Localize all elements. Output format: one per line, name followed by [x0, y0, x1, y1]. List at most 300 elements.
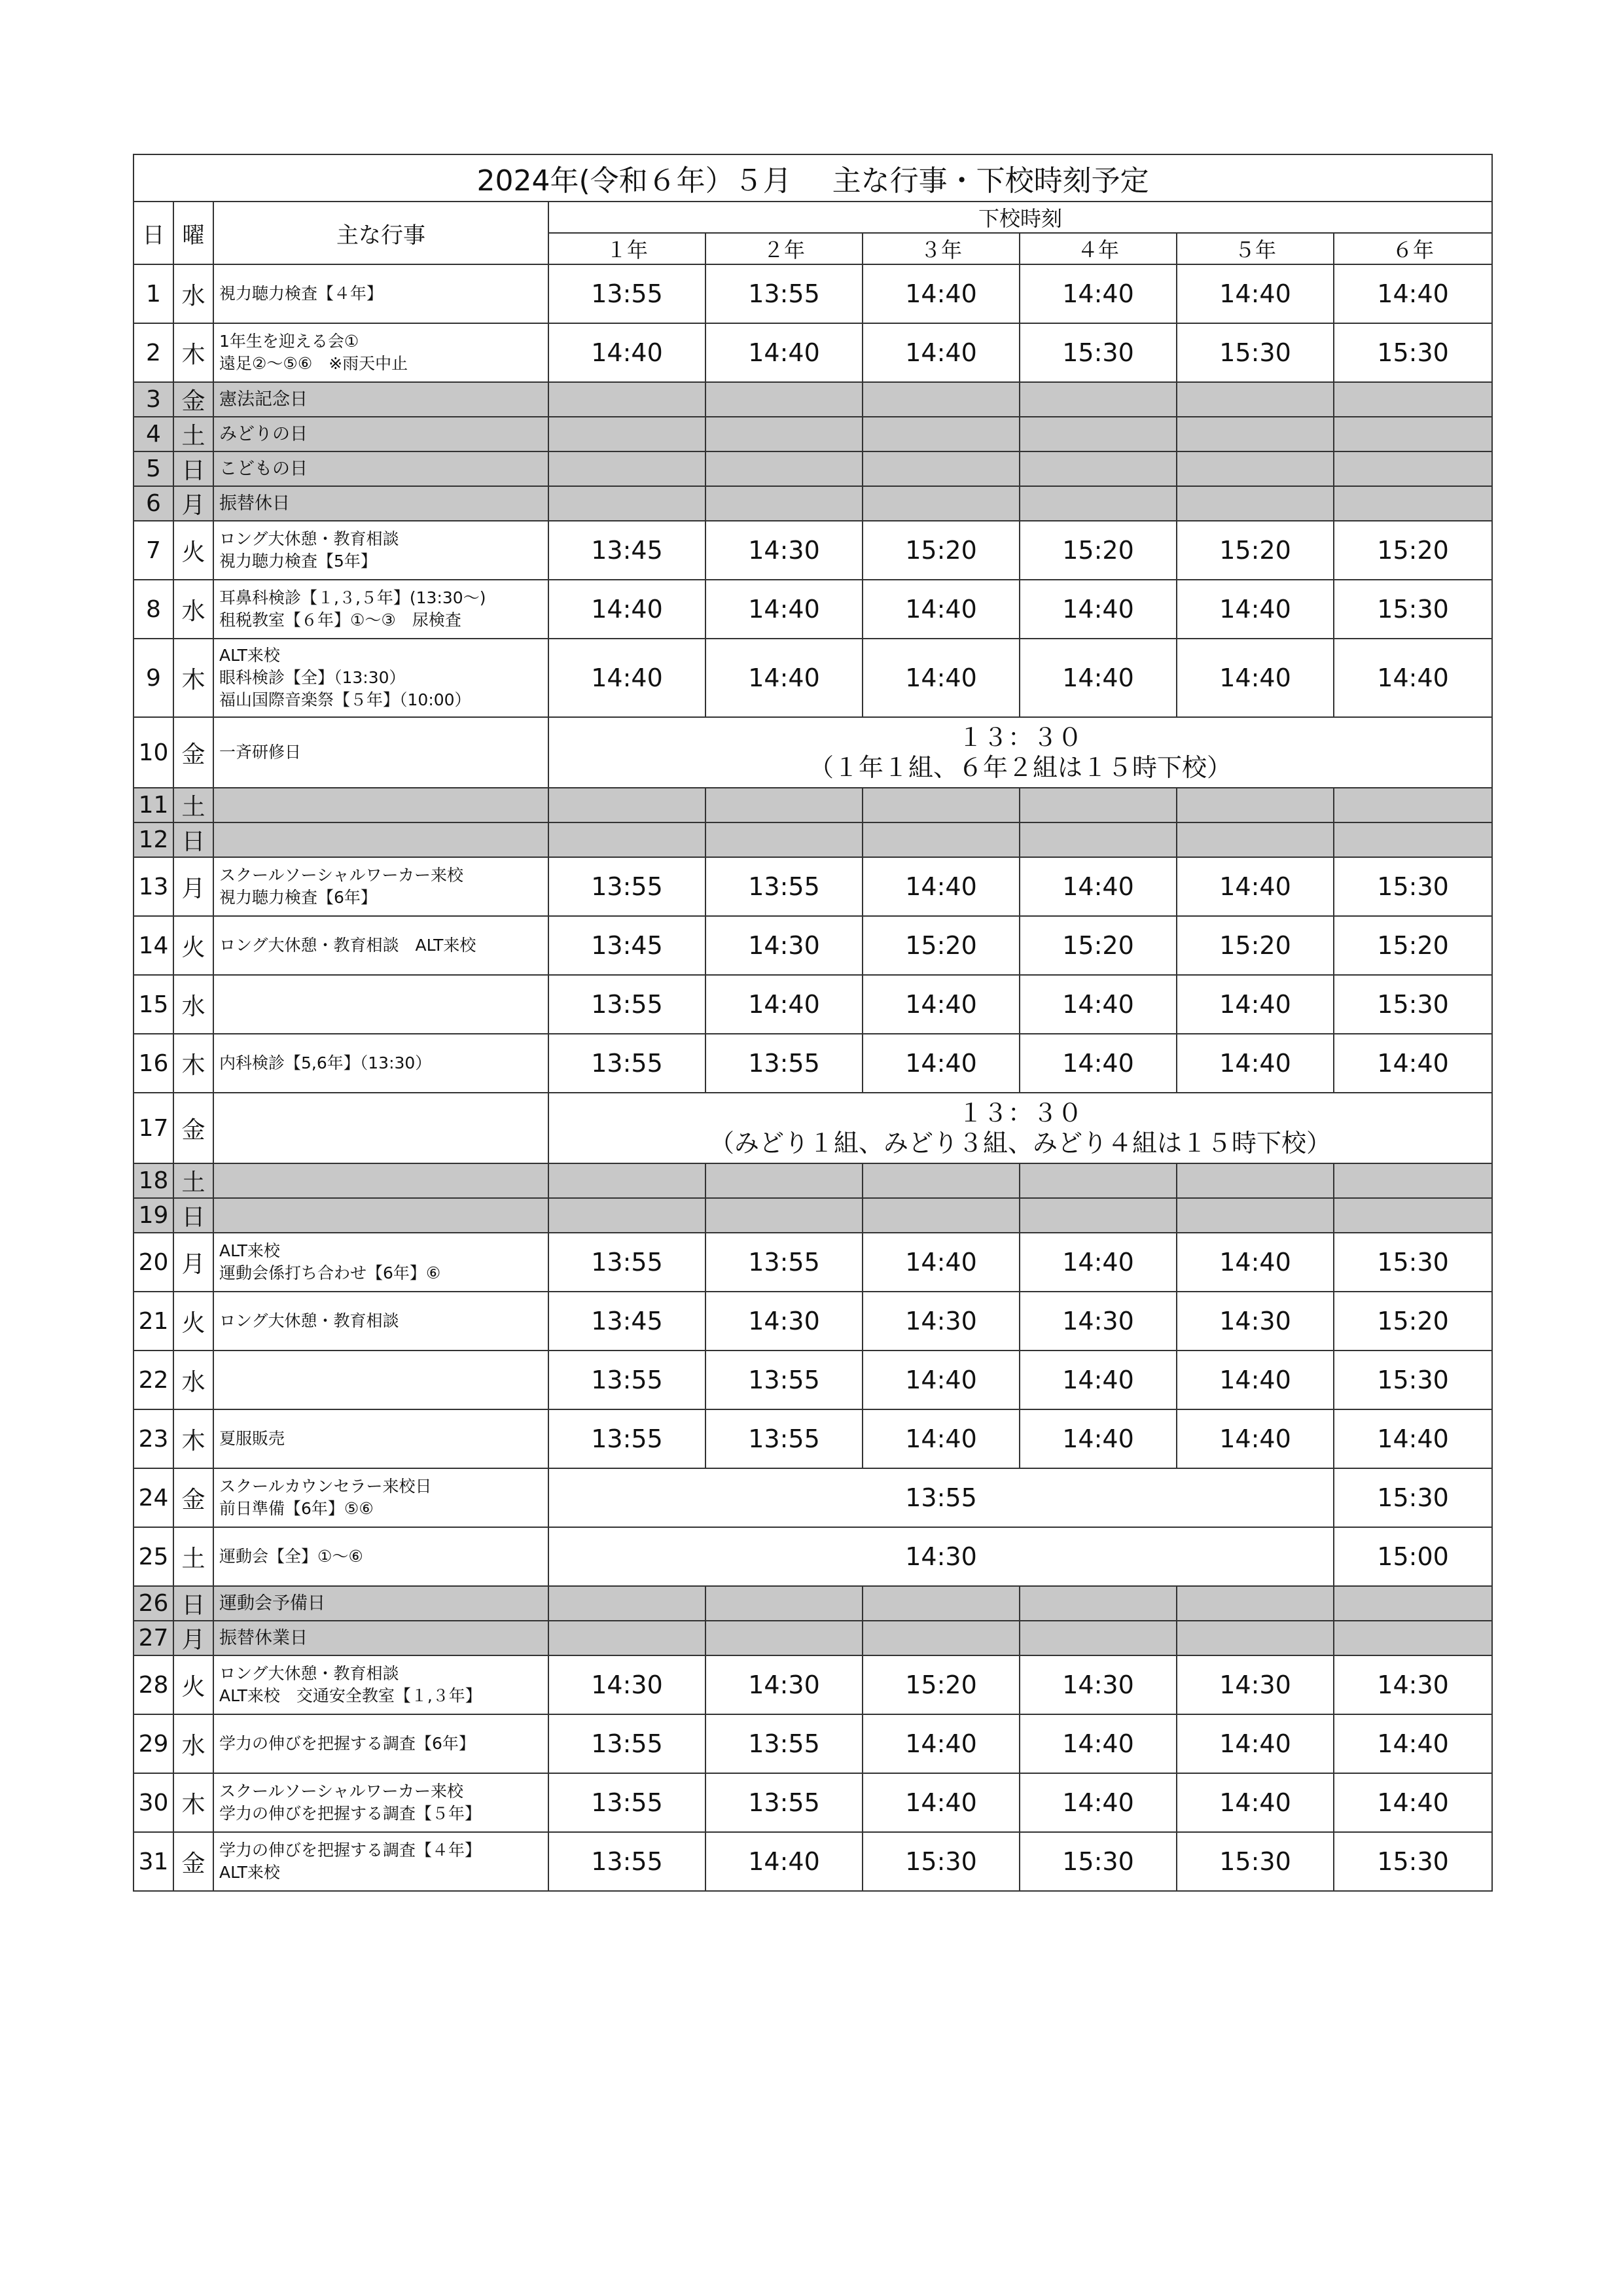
event-line: ロング大休憩・教育相談 [219, 529, 399, 548]
empty-time-cell [1177, 1198, 1334, 1233]
empty-time-cell [548, 1621, 705, 1655]
holiday-row [134, 486, 1492, 521]
time-cell: 14:30 [705, 916, 863, 975]
time-cell: 13:55 [548, 975, 705, 1034]
day-row [134, 1832, 1492, 1891]
event-line: 遠足②～⑤⑥ ※雨天中止 [219, 354, 408, 373]
day-row [134, 323, 1492, 382]
time-cell: 15:20 [1334, 521, 1492, 580]
time-cell: 14:40 [1020, 639, 1177, 717]
empty-time-cell [548, 486, 705, 521]
time-cell: 14:40 [863, 264, 1020, 323]
time-cell: 14:40 [1177, 639, 1334, 717]
event-cell [213, 639, 548, 717]
time-cell: 14:40 [1334, 1409, 1492, 1468]
empty-time-cell [548, 451, 705, 486]
empty-time-cell [1020, 382, 1177, 417]
weekday: 水 [173, 264, 213, 323]
empty-time-cell [1334, 417, 1492, 451]
day-number: 31 [134, 1832, 173, 1891]
day-number: 22 [134, 1351, 173, 1409]
event-cell [213, 417, 548, 451]
day-row [134, 580, 1492, 639]
time-cell: 14:30 [863, 1292, 1020, 1351]
holiday-row [134, 1621, 1492, 1655]
empty-time-cell [705, 451, 863, 486]
empty-time-cell [1334, 486, 1492, 521]
time-cell: 14:40 [1020, 1034, 1177, 1093]
page-title [134, 154, 1492, 202]
time-cell: 15:20 [863, 521, 1020, 580]
grade-6-time: 15:00 [1334, 1527, 1492, 1586]
day-number: 29 [134, 1714, 173, 1773]
time-cell: 14:40 [548, 580, 705, 639]
day-number: 17 [134, 1093, 173, 1163]
schedule-table [133, 154, 1493, 1892]
day-number: 27 [134, 1621, 173, 1655]
holiday-row [134, 1163, 1492, 1198]
holiday-row [134, 382, 1492, 417]
empty-time-cell [1177, 1163, 1334, 1198]
time-cell: 14:30 [1177, 1655, 1334, 1714]
event-line: 1年生を迎える会① [219, 332, 359, 351]
empty-time-cell [863, 1198, 1020, 1233]
holiday-row [134, 822, 1492, 857]
time-cell: 13:55 [705, 1233, 863, 1292]
day-number: 4 [134, 417, 173, 451]
header-grade: ２年 [705, 233, 863, 264]
day-number: 6 [134, 486, 173, 521]
day-number: 28 [134, 1655, 173, 1714]
header-grade: ６年 [1334, 233, 1492, 264]
empty-time-cell [1177, 1621, 1334, 1655]
time-cell: 14:40 [863, 1714, 1020, 1773]
empty-time-cell [548, 788, 705, 822]
header-grade: ５年 [1177, 233, 1334, 264]
weekday: 金 [173, 1468, 213, 1527]
day-number: 10 [134, 717, 173, 788]
event-cell [213, 788, 548, 822]
empty-time-cell [1020, 1163, 1177, 1198]
weekday: 月 [173, 486, 213, 521]
empty-time-cell [1177, 417, 1334, 451]
event-cell [213, 1292, 548, 1351]
time-cell: 15:30 [1334, 580, 1492, 639]
empty-time-cell [705, 788, 863, 822]
day-row [134, 1034, 1492, 1093]
day-number: 20 [134, 1233, 173, 1292]
time-cell: 14:40 [1177, 1233, 1334, 1292]
day-number: 18 [134, 1163, 173, 1198]
empty-time-cell [1020, 1621, 1177, 1655]
day-row [134, 717, 1492, 788]
time-cell: 14:40 [863, 1351, 1020, 1409]
empty-time-cell [1334, 382, 1492, 417]
time-cell: 13:55 [548, 1832, 705, 1891]
event-line: ロング大休憩・教育相談 ALT来校 [219, 936, 476, 955]
day-number: 30 [134, 1773, 173, 1832]
weekday: 月 [173, 857, 213, 916]
empty-time-cell [863, 486, 1020, 521]
time-cell: 15:20 [1020, 521, 1177, 580]
time-cell: 14:40 [1334, 264, 1492, 323]
empty-time-cell [1177, 486, 1334, 521]
empty-time-cell [863, 1163, 1020, 1198]
event-line: みどりの日 [219, 423, 308, 444]
event-cell [213, 451, 548, 486]
time-cell: 13:55 [705, 857, 863, 916]
event-line: 振替休日 [219, 493, 290, 514]
empty-time-cell [705, 486, 863, 521]
day-row [134, 1351, 1492, 1409]
day-row [134, 1468, 1492, 1527]
time-cell: 14:40 [1020, 1351, 1177, 1409]
event-line: 運動会係打ち合わせ【6年】⑥ [219, 1263, 441, 1282]
weekday: 土 [173, 417, 213, 451]
empty-time-cell [1334, 1198, 1492, 1233]
event-line: ALT来校 [219, 1863, 280, 1882]
empty-time-cell [1177, 451, 1334, 486]
holiday-row [134, 788, 1492, 822]
event-cell [213, 1586, 548, 1621]
event-line: 内科検診【5,6年】（13:30） [219, 1053, 432, 1072]
time-cell: 14:30 [1020, 1292, 1177, 1351]
event-cell [213, 1621, 548, 1655]
day-number: 12 [134, 822, 173, 857]
weekday: 月 [173, 1233, 213, 1292]
time-cell: 15:20 [863, 1655, 1020, 1714]
event-cell [213, 1832, 548, 1891]
time-cell: 13:55 [548, 1034, 705, 1093]
empty-time-cell [1334, 451, 1492, 486]
holiday-row [134, 1586, 1492, 1621]
day-row [134, 857, 1492, 916]
event-cell [213, 1351, 548, 1409]
header-events: 主な行事 [213, 202, 548, 264]
time-cell: 14:40 [1177, 857, 1334, 916]
event-line: こどもの日 [219, 458, 308, 479]
day-number: 11 [134, 788, 173, 822]
event-line: 夏服販売 [219, 1429, 285, 1448]
weekday: 金 [173, 717, 213, 788]
time-cell: 14:40 [1020, 1409, 1177, 1468]
time-cell: 13:55 [705, 264, 863, 323]
time-cell: 14:40 [1334, 1714, 1492, 1773]
weekday: 土 [173, 1163, 213, 1198]
merged-line: （１年１組、６年２組は１５時下校） [809, 753, 1232, 782]
header-grade: ３年 [863, 233, 1020, 264]
event-line: ロング大休憩・教育相談 [219, 1311, 399, 1330]
event-cell [213, 1527, 548, 1586]
empty-time-cell [863, 1621, 1020, 1655]
time-cell: 13:55 [548, 1233, 705, 1292]
time-cell: 14:40 [863, 580, 1020, 639]
time-cell: 13:55 [548, 1773, 705, 1832]
empty-time-cell [705, 1198, 863, 1233]
empty-time-cell [1020, 1198, 1177, 1233]
time-cell: 14:30 [705, 1655, 863, 1714]
time-cell: 14:40 [1334, 639, 1492, 717]
weekday: 日 [173, 1586, 213, 1621]
day-row [134, 1093, 1492, 1163]
event-line: 前日準備【6年】⑤⑥ [219, 1499, 374, 1518]
time-cell: 15:20 [1177, 521, 1334, 580]
empty-time-cell [863, 788, 1020, 822]
empty-time-cell [863, 1586, 1020, 1621]
event-line: 学力の伸びを把握する調査【４年】 [219, 1841, 482, 1860]
header-dismissal: 下校時刻 [548, 202, 1492, 233]
event-line: 振替休業日 [219, 1627, 308, 1648]
empty-time-cell [863, 417, 1020, 451]
time-cell: 14:40 [863, 1034, 1020, 1093]
event-cell [213, 1714, 548, 1773]
title-date: 2024年(令和６年）５月 [476, 164, 792, 198]
day-number: 21 [134, 1292, 173, 1351]
time-cell: 15:20 [1177, 916, 1334, 975]
empty-time-cell [1020, 486, 1177, 521]
day-number: 13 [134, 857, 173, 916]
event-line: ALT来校 交通安全教室【１,３年】 [219, 1686, 482, 1705]
day-number: 19 [134, 1198, 173, 1233]
day-row [134, 1655, 1492, 1714]
merged-line: １３：３０ [958, 1099, 1083, 1127]
empty-time-cell [705, 1163, 863, 1198]
day-row [134, 916, 1492, 975]
empty-time-cell [863, 451, 1020, 486]
event-line: ALT来校 [219, 1241, 280, 1260]
event-line: 眼科検診【全】（13:30） [219, 668, 406, 687]
empty-time-cell [548, 382, 705, 417]
time-cell: 15:30 [1334, 323, 1492, 382]
header-weekday: 曜 [173, 202, 213, 264]
event-cell [213, 521, 548, 580]
empty-time-cell [1334, 822, 1492, 857]
empty-time-cell [705, 822, 863, 857]
event-line: 視力聴力検査【４年】 [219, 284, 383, 303]
day-row [134, 1292, 1492, 1351]
time-cell: 15:30 [1177, 323, 1334, 382]
empty-time-cell [705, 1621, 863, 1655]
event-line: スクールソーシャルワーカー来校 [219, 866, 464, 885]
day-number: 26 [134, 1586, 173, 1621]
time-cell: 14:40 [863, 1233, 1020, 1292]
time-cell: 14:40 [1177, 1409, 1334, 1468]
time-cell: 14:30 [1020, 1655, 1177, 1714]
weekday: 日 [173, 1198, 213, 1233]
time-cell: 14:40 [1334, 1773, 1492, 1832]
time-cell: 14:40 [863, 975, 1020, 1034]
empty-time-cell [1177, 382, 1334, 417]
event-line: 租税教室【６年】①～③ 尿検査 [219, 610, 461, 629]
weekday: 土 [173, 1527, 213, 1586]
time-cell: 14:40 [548, 639, 705, 717]
day-number: 14 [134, 916, 173, 975]
time-cell: 13:55 [548, 1351, 705, 1409]
event-cell [213, 1655, 548, 1714]
event-line: 一斉研修日 [219, 743, 302, 762]
time-cell: 14:40 [705, 323, 863, 382]
time-cell: 15:20 [863, 916, 1020, 975]
time-cell: 14:40 [705, 975, 863, 1034]
day-row [134, 521, 1492, 580]
event-cell [213, 916, 548, 975]
time-cell: 13:55 [548, 1714, 705, 1773]
holiday-row [134, 451, 1492, 486]
weekday: 土 [173, 788, 213, 822]
time-cell: 15:30 [1334, 975, 1492, 1034]
weekday: 金 [173, 1093, 213, 1163]
time-cell: 14:40 [705, 580, 863, 639]
event-cell [213, 1093, 548, 1163]
empty-time-cell [1020, 417, 1177, 451]
weekday: 金 [173, 382, 213, 417]
empty-time-cell [705, 1586, 863, 1621]
time-cell: 14:40 [548, 323, 705, 382]
time-cell: 13:55 [705, 1714, 863, 1773]
time-cell: 15:30 [1334, 1832, 1492, 1891]
title-row [134, 154, 1492, 202]
empty-time-cell [1020, 788, 1177, 822]
day-row [134, 975, 1492, 1034]
day-number: 9 [134, 639, 173, 717]
weekday: 月 [173, 1621, 213, 1655]
empty-time-cell [863, 822, 1020, 857]
merged-time-cell [548, 717, 1492, 788]
time-cell: 14:40 [705, 1832, 863, 1891]
time-cell: 13:55 [548, 264, 705, 323]
day-number: 3 [134, 382, 173, 417]
time-cell: 14:40 [1020, 264, 1177, 323]
event-cell [213, 975, 548, 1034]
time-cell: 14:40 [1177, 1714, 1334, 1773]
time-cell: 15:20 [1334, 1292, 1492, 1351]
time-cell: 15:30 [1020, 323, 1177, 382]
merged-time-cell [548, 1093, 1492, 1163]
event-line: 運動会予備日 [219, 1593, 325, 1614]
header-day: 日 [134, 202, 173, 264]
empty-time-cell [1020, 451, 1177, 486]
merged-line: １３：３０ [958, 723, 1083, 752]
event-cell [213, 580, 548, 639]
time-cell: 14:30 [1177, 1292, 1334, 1351]
empty-time-cell [548, 1163, 705, 1198]
time-cell: 14:40 [863, 1773, 1020, 1832]
event-cell [213, 264, 548, 323]
header-grade: ４年 [1020, 233, 1177, 264]
day-row [134, 1409, 1492, 1468]
day-row [134, 1527, 1492, 1586]
event-line: 憲法記念日 [219, 389, 308, 410]
grade-6-time: 15:30 [1334, 1468, 1492, 1527]
time-cell: 14:40 [1177, 1351, 1334, 1409]
empty-time-cell [548, 822, 705, 857]
day-number: 8 [134, 580, 173, 639]
weekday: 火 [173, 916, 213, 975]
event-cell [213, 382, 548, 417]
event-line: 視力聴力検査【6年】 [219, 888, 377, 907]
time-cell: 14:40 [1177, 1034, 1334, 1093]
empty-time-cell [1334, 788, 1492, 822]
header-row [134, 202, 1492, 233]
empty-time-cell [548, 1198, 705, 1233]
event-cell [213, 1409, 548, 1468]
time-cell: 14:30 [705, 521, 863, 580]
time-cell: 14:40 [863, 639, 1020, 717]
time-cell: 14:40 [1020, 1714, 1177, 1773]
weekday: 木 [173, 639, 213, 717]
event-cell [213, 323, 548, 382]
time-cell: 15:20 [1020, 916, 1177, 975]
day-number: 24 [134, 1468, 173, 1527]
time-cell: 13:55 [705, 1351, 863, 1409]
day-row [134, 1714, 1492, 1773]
time-cell: 15:20 [1334, 916, 1492, 975]
empty-time-cell [1020, 822, 1177, 857]
grades-1-5-time: 14:30 [548, 1527, 1334, 1586]
weekday: 水 [173, 580, 213, 639]
empty-time-cell [1020, 1586, 1177, 1621]
time-cell: 14:40 [1334, 1034, 1492, 1093]
day-row [134, 1233, 1492, 1292]
time-cell: 13:55 [705, 1773, 863, 1832]
weekday: 木 [173, 1409, 213, 1468]
time-cell: 13:55 [705, 1034, 863, 1093]
weekday: 木 [173, 1034, 213, 1093]
time-cell: 14:40 [863, 1409, 1020, 1468]
time-cell: 14:40 [1020, 1233, 1177, 1292]
time-cell: 15:30 [1334, 1351, 1492, 1409]
event-line: スクールカウンセラー来校日 [219, 1477, 432, 1496]
weekday: 日 [173, 822, 213, 857]
day-number: 23 [134, 1409, 173, 1468]
event-cell [213, 1163, 548, 1198]
time-cell: 14:40 [1177, 264, 1334, 323]
event-line: 耳鼻科検診【１,３,５年】(13:30～) [219, 588, 486, 607]
time-cell: 13:45 [548, 916, 705, 975]
time-cell: 15:30 [863, 1832, 1020, 1891]
time-cell: 15:30 [1334, 857, 1492, 916]
day-number: 2 [134, 323, 173, 382]
time-cell: 14:40 [1177, 1773, 1334, 1832]
time-cell: 14:30 [1334, 1655, 1492, 1714]
day-number: 5 [134, 451, 173, 486]
day-number: 16 [134, 1034, 173, 1093]
weekday: 火 [173, 1292, 213, 1351]
empty-time-cell [1334, 1586, 1492, 1621]
empty-time-cell [1177, 1586, 1334, 1621]
event-line: スクールソーシャルワーカー来校 [219, 1782, 464, 1801]
time-cell: 13:55 [548, 857, 705, 916]
time-cell: 14:40 [1020, 857, 1177, 916]
schedule-body [134, 154, 1492, 1891]
time-cell: 14:40 [705, 639, 863, 717]
event-cell [213, 822, 548, 857]
empty-time-cell [1334, 1163, 1492, 1198]
day-number: 7 [134, 521, 173, 580]
event-cell [213, 486, 548, 521]
time-cell: 13:55 [705, 1409, 863, 1468]
day-number: 25 [134, 1527, 173, 1586]
day-row [134, 264, 1492, 323]
time-cell: 14:30 [705, 1292, 863, 1351]
time-cell: 14:40 [1020, 580, 1177, 639]
time-cell: 13:45 [548, 1292, 705, 1351]
event-cell [213, 857, 548, 916]
merged-line: （みどり１組、みどり３組、みどり４組は１５時下校） [709, 1129, 1332, 1157]
weekday: 木 [173, 323, 213, 382]
time-cell: 14:40 [863, 857, 1020, 916]
event-cell [213, 1034, 548, 1093]
